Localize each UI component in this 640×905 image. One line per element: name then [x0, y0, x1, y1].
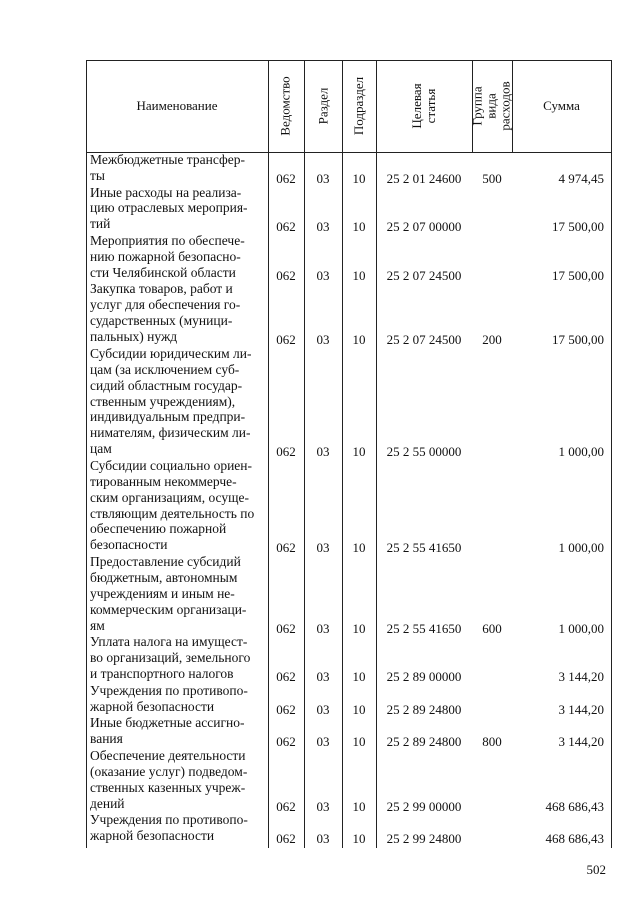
row-name: Учреждения по противопо- жарной безопасности — [90, 812, 248, 844]
row-summa: 468 686,43 — [545, 798, 604, 814]
row-gruppa: 800 — [482, 734, 502, 750]
header-summa: Сумма — [543, 98, 580, 113]
row-name: Уплата налога на имущест- во организаций, земельного и транспортного налогов — [90, 634, 251, 682]
row-summa: 1 000,00 — [558, 620, 604, 636]
row-vedomstvo: 062 — [276, 267, 296, 283]
row-celevaya-statya: 25 2 99 00000 — [386, 798, 462, 814]
header-gruppa-vida-rashodov: Группа вида расходов — [470, 81, 513, 131]
row-summa: 17 500,00 — [552, 219, 604, 235]
row-summa: 3 144,20 — [558, 701, 604, 717]
row-razdel: 03 — [316, 540, 330, 556]
row-razdel: 03 — [316, 332, 330, 348]
row-podrazdel: 10 — [352, 540, 366, 556]
row-razdel: 03 — [316, 701, 330, 717]
row-razdel: 03 — [316, 620, 330, 636]
row-vedomstvo: 062 — [276, 831, 296, 847]
row-celevaya-statya: 25 2 89 24800 — [386, 701, 462, 717]
table-right-border — [611, 60, 612, 848]
row-celevaya-statya: 25 2 01 24600 — [386, 170, 462, 186]
row-gruppa: 600 — [482, 620, 502, 636]
row-podrazdel: 10 — [352, 219, 366, 235]
budget-table — [86, 60, 612, 848]
row-vedomstvo: 062 — [276, 798, 296, 814]
row-vedomstvo: 062 — [276, 540, 296, 556]
row-podrazdel: 10 — [352, 267, 366, 283]
header-vedomstvo: Ведомство — [278, 76, 293, 136]
row-name: Субсидии юридическим ли- цам (за исключением суб- сидий областным государ- ственным учреждениям), индивидуальным предпри- нимателям, физическим ли- цам — [90, 345, 252, 457]
row-name: Закупка товаров, работ и услуг для обеспечения го- сударственных (муници- пальных) нужд — [90, 281, 241, 345]
row-podrazdel: 10 — [352, 620, 366, 636]
row-gruppa: 500 — [482, 170, 502, 186]
row-vedomstvo: 062 — [276, 701, 296, 717]
row-summa: 3 144,20 — [558, 734, 604, 750]
row-razdel: 03 — [316, 444, 330, 460]
header-razdel: Раздел — [315, 87, 330, 125]
row-razdel: 03 — [316, 267, 330, 283]
header-celevaya-statya: Целевая статья — [409, 83, 438, 129]
row-podrazdel: 10 — [352, 444, 366, 460]
row-vedomstvo: 062 — [276, 219, 296, 235]
row-summa: 468 686,43 — [545, 831, 604, 847]
row-summa: 1 000,00 — [558, 444, 604, 460]
row-summa: 17 500,00 — [552, 267, 604, 283]
row-podrazdel: 10 — [352, 831, 366, 847]
header-podrazdel: Подраздел — [351, 76, 367, 136]
row-razdel: 03 — [316, 831, 330, 847]
row-podrazdel: 10 — [352, 669, 366, 685]
row-vedomstvo: 062 — [276, 444, 296, 460]
row-podrazdel: 10 — [352, 701, 366, 717]
row-name: Предоставление субсидий бюджетным, автономным учреждениям и иным не- коммерческим организаци- ям — [90, 554, 247, 633]
row-name: Иные бюджетные ассигно- вания — [90, 715, 245, 747]
row-podrazdel: 10 — [352, 734, 366, 750]
row-celevaya-statya: 25 2 07 00000 — [386, 219, 462, 235]
row-celevaya-statya: 25 2 89 24800 — [386, 734, 462, 750]
row-razdel: 03 — [316, 170, 330, 186]
row-name: Субсидии социально ориен- тированным некоммерче- ским организациям, осуще- ствляющим деятельность по обеспечению пожарной безопасности — [90, 457, 255, 553]
row-vedomstvo: 062 — [276, 332, 296, 348]
table-left-border — [86, 60, 87, 848]
row-razdel: 03 — [316, 669, 330, 685]
row-summa: 1 000,00 — [558, 540, 604, 556]
row-celevaya-statya: 25 2 55 41650 — [386, 540, 462, 556]
row-razdel: 03 — [316, 734, 330, 750]
page-number: 502 — [586, 862, 606, 877]
row-vedomstvo: 062 — [276, 170, 296, 186]
header-name: Наименование — [136, 98, 218, 113]
row-vedomstvo: 062 — [276, 620, 296, 636]
row-podrazdel: 10 — [352, 332, 366, 348]
row-gruppa: 200 — [482, 332, 502, 348]
row-celevaya-statya: 25 2 99 24800 — [386, 831, 462, 847]
row-summa: 4 974,45 — [558, 170, 604, 186]
row-name: Мероприятия по обеспече- нию пожарной безопасно- сти Челябинской области — [90, 233, 245, 280]
row-podrazdel: 10 — [352, 170, 366, 186]
row-vedomstvo: 062 — [276, 734, 296, 750]
row-razdel: 03 — [316, 219, 330, 235]
row-summa: 17 500,00 — [552, 332, 604, 348]
row-podrazdel: 10 — [352, 798, 366, 814]
row-summa: 3 144,20 — [558, 669, 604, 685]
row-celevaya-statya: 25 2 07 24500 — [386, 267, 462, 283]
row-name: Иные расходы на реализа- цию отраслевых мероприя- тий — [90, 184, 248, 232]
row-celevaya-statya: 25 2 89 00000 — [386, 669, 462, 685]
row-name: Учреждения по противопо- жарной безопасности — [90, 682, 248, 714]
row-celevaya-statya: 25 2 55 00000 — [386, 444, 462, 460]
row-razdel: 03 — [316, 798, 330, 814]
row-celevaya-statya: 25 2 55 41650 — [386, 620, 462, 636]
row-celevaya-statya: 25 2 07 24500 — [386, 332, 462, 348]
row-name: Обеспечение деятельности (оказание услуг) подведом- ственных казенных учреж- дений — [90, 747, 248, 811]
row-vedomstvo: 062 — [276, 669, 296, 685]
row-name: Межбюджетные трансфер- ты — [90, 152, 245, 183]
